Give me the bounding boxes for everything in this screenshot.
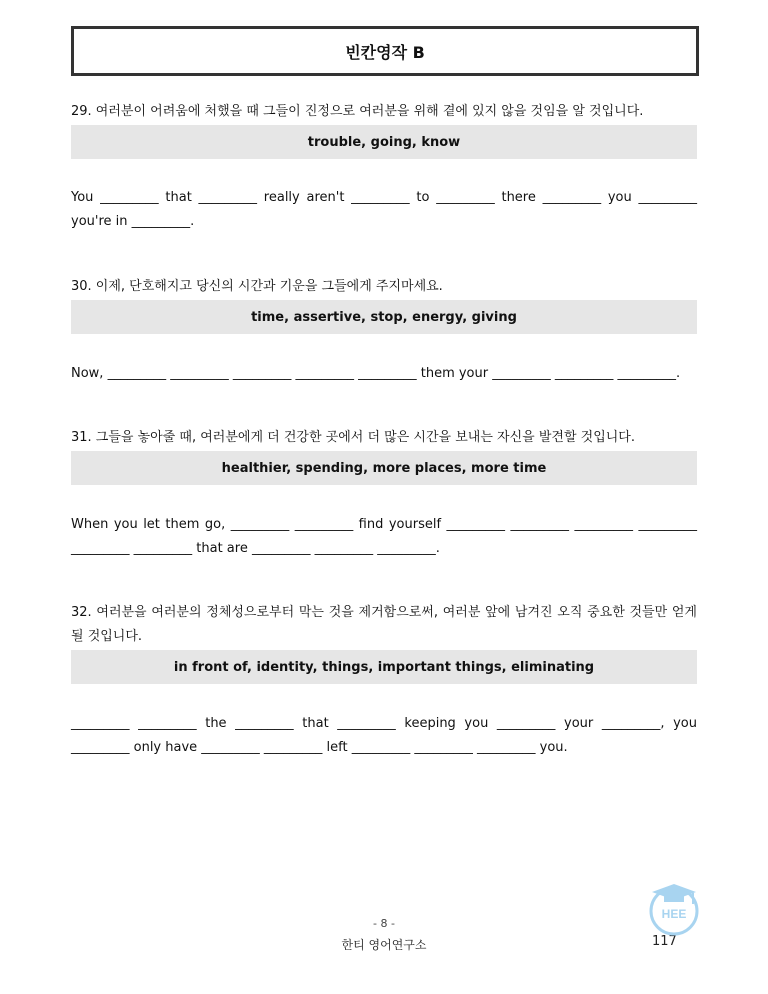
question-31-keywords: healthier, spending, more places, more time: [71, 451, 697, 485]
page-marker: - 8 -: [373, 917, 395, 930]
question-32-prompt: 32. 여러분을 여러분의 정체성으로부터 막는 것을 제거함으로써, 여러분 앞에 남겨진 오직 중요한 것들만 얻게 될 것입니다.: [71, 605, 697, 644]
page-number: 117: [652, 934, 677, 949]
publisher-name: 한티 영어연구소: [341, 938, 427, 952]
question-29-prompt: 29. 여러분이 어려움에 처했을 때 그들이 진정으로 여러분을 위해 곁에 있지 않을 것임을 알 것입니다.: [71, 104, 644, 119]
logo-text: HEE: [661, 907, 687, 921]
question-29-answer: You _________ that _________ really aren't _________ to _________ there _________ you _________ you're in _________.: [71, 190, 697, 229]
question-30-prompt: 30. 이제, 단호해지고 당신의 시간과 기운을 그들에게 주지마세요.: [71, 279, 443, 294]
question-31-prompt: 31. 그들을 놓아줄 때, 여러분에게 더 건강한 곳에서 더 많은 시간을 보내는 자신을 발견할 것입니다.: [71, 430, 635, 445]
question-31-answer: When you let them go, _________ _________ find yourself _________ _________ _________ _________ _________ _________ that are _________ _________ _________.: [71, 517, 697, 556]
page-title-box: [71, 26, 699, 76]
page-title: 빈칸영작 B: [345, 42, 425, 62]
hee-logo-icon: [644, 878, 704, 938]
question-32-keywords: in front of, identity, things, important things, eliminating: [71, 650, 697, 684]
question-30-answer: Now, _________ _________ _________ _________ _________ them your _________ _________ _________.: [71, 366, 681, 381]
question-29-keywords: trouble, going, know: [71, 125, 697, 159]
question-30-keywords: time, assertive, stop, energy, giving: [71, 300, 697, 334]
question-32-answer: _________ _________ the _________ that _________ keeping you _________ your _________, you _________ only have _________ _________ left _________ _________ _________ you.: [71, 716, 697, 755]
